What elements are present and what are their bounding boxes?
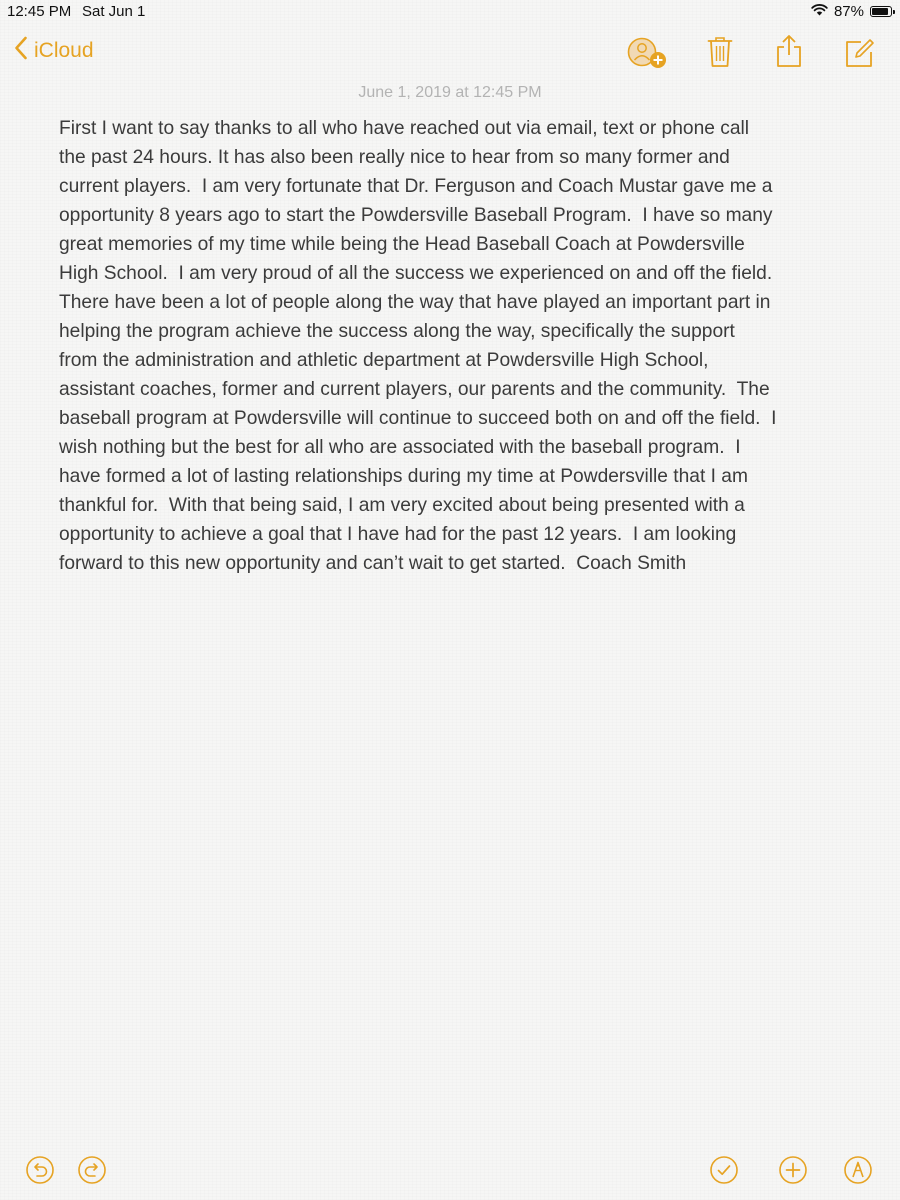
chevron-left-icon: [14, 36, 34, 66]
add-person-button[interactable]: [627, 36, 669, 75]
share-button[interactable]: [775, 34, 803, 73]
undo-button[interactable]: [25, 1155, 55, 1190]
compose-icon: [845, 55, 875, 72]
status-indicators: [811, 3, 892, 20]
redo-icon: [77, 1172, 107, 1189]
compose-button[interactable]: [845, 36, 875, 73]
battery-percent: 87%: [833, 3, 864, 20]
add-icon: [778, 1172, 808, 1189]
markup-button[interactable]: [843, 1155, 873, 1190]
note-date: June 1, 2019 at 12:45 PM: [358, 84, 542, 101]
status-time: 12:45 PM: [7, 3, 72, 20]
undo-icon: [25, 1172, 55, 1189]
markup-icon: [843, 1172, 873, 1189]
status-bar: [0, 0, 900, 24]
trash-button[interactable]: [707, 36, 733, 73]
note-body[interactable]: First I want to say thanks to all who have reached out via email, text or phone call the past 24 hours. It has also been really nice to hear from so many former and current players. I am very fortunate that Dr. Ferguson and Coach Mustar gave me a opportunity 8 years ago to start the Powdersville Baseball Program. I have so many great memories of my time while being the Head Baseball Coach at Powdersville High School. I am very proud of all the success we experienced on and off the field. There have been a lot of people along the way that have played an important part in helping the program achieve the success along the way, specifically the support from the administration and athletic department at Powdersville High School, assistant coaches, former and current players, our parents and the community. The baseball program at Powdersville will continue to succeed both on and off the field. I wish nothing but the best for all who are associated with the baseball program. I have formed a lot of lasting relationships during my time at Powdersville that I am thankful for. With that being said, I am very excited about being presented with a opportunity to achieve a goal that I have had for the past 12 years. I am looking forward to this new opportunity and can’t wait to get started. Coach Smith: [59, 118, 777, 574]
trash-icon: [707, 55, 733, 72]
back-button-label: iCloud: [34, 39, 94, 62]
wifi-icon: [811, 3, 828, 20]
checklist-button[interactable]: [709, 1155, 739, 1190]
battery-icon: [870, 6, 892, 17]
checklist-icon: [709, 1172, 739, 1189]
battery-level: [872, 8, 888, 15]
status-date: Sat Jun 1: [82, 3, 146, 20]
redo-button[interactable]: [77, 1155, 107, 1190]
add-button[interactable]: [778, 1155, 808, 1190]
share-icon: [775, 55, 803, 72]
back-button[interactable]: [14, 36, 94, 66]
add-person-icon: [627, 57, 669, 74]
